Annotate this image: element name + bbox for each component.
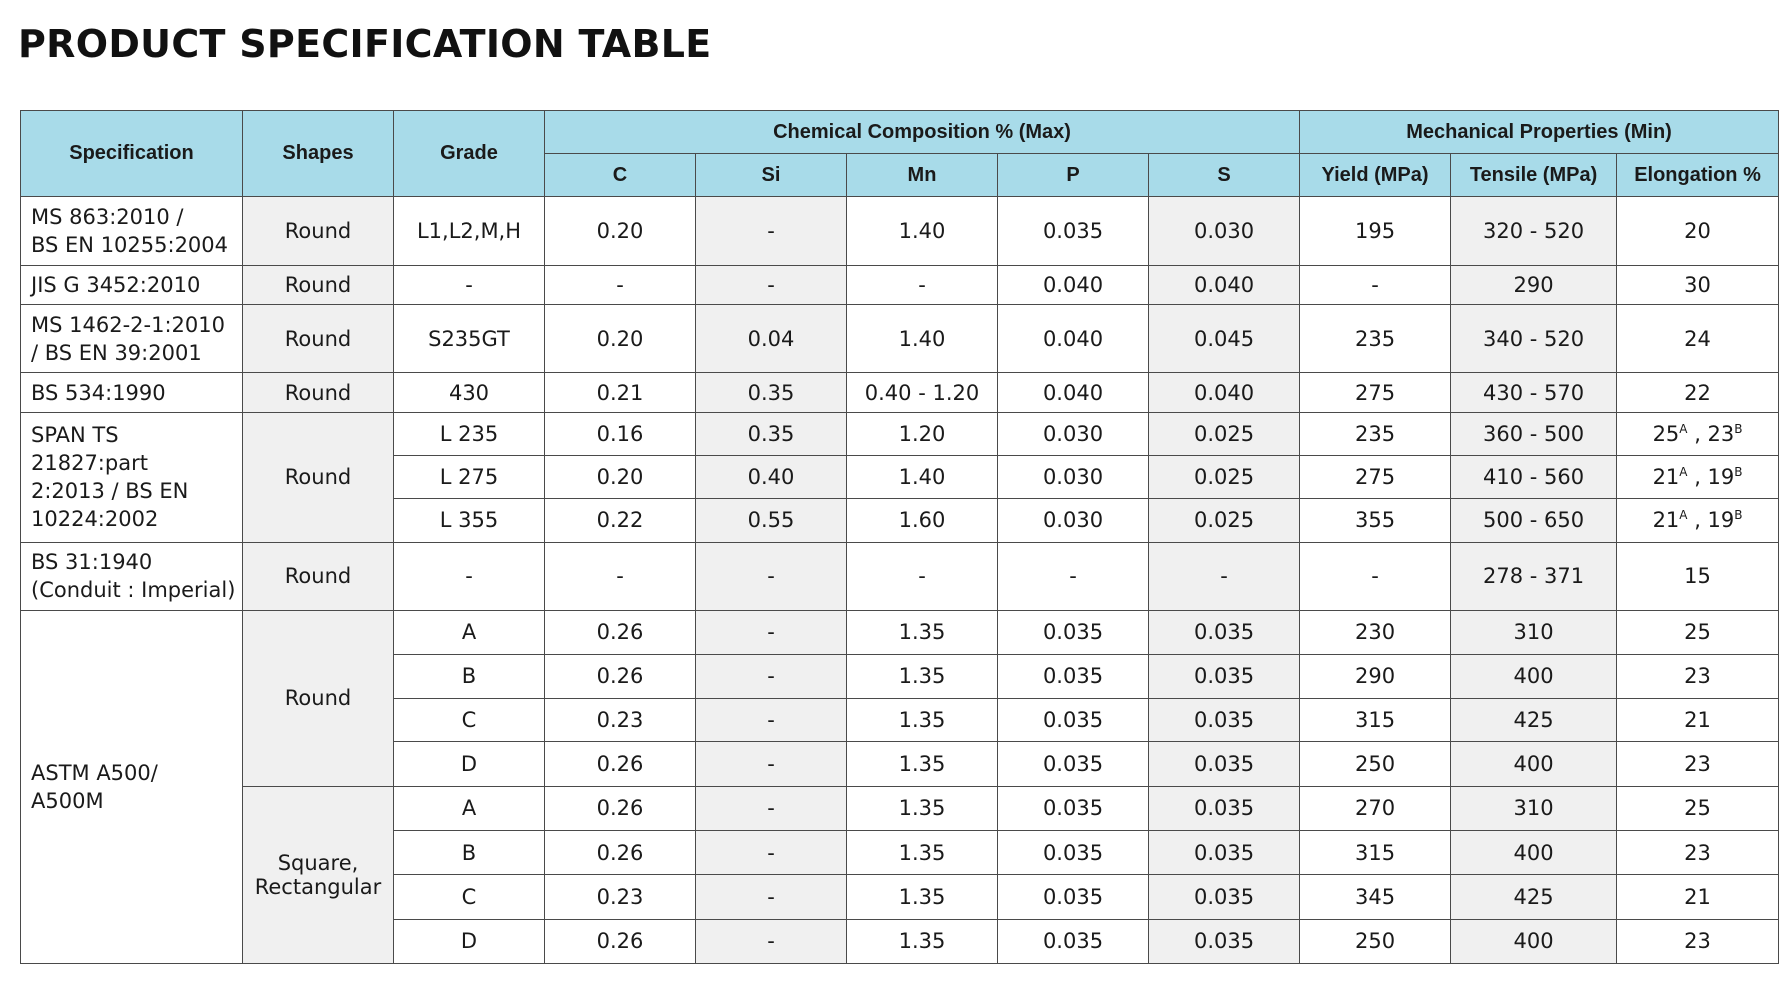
shape-cell <box>243 265 394 304</box>
table-row <box>21 542 1779 611</box>
specification-cell-line: BS 534:1990 <box>31 380 166 405</box>
header-shapes: Shapes <box>243 111 394 197</box>
table-row <box>21 373 1779 412</box>
specification-cell <box>21 611 243 964</box>
mn-cell: 1.35 <box>847 611 998 654</box>
table-row <box>21 265 1779 304</box>
tensile-cell: 310 <box>1451 786 1617 830</box>
si-cell: - <box>696 830 847 874</box>
shape-cell <box>243 304 394 373</box>
s-cell: 0.035 <box>1149 875 1300 919</box>
specification-cell-line: A500M <box>31 789 104 814</box>
table-row <box>21 412 1779 455</box>
specification-cell-line: MS 1462-2-1:2010 <box>31 312 225 337</box>
elongation-cell: 23 <box>1617 919 1779 963</box>
c-cell: - <box>545 542 696 611</box>
elongation-cell: 15 <box>1617 542 1779 611</box>
c-cell: 0.20 <box>545 455 696 498</box>
grade-cell: - <box>394 542 545 611</box>
tensile-cell: 500 - 650 <box>1451 499 1617 542</box>
shape-cell-line: Round <box>284 326 352 351</box>
elongation-cell: 30 <box>1617 265 1779 304</box>
si-cell: - <box>696 786 847 830</box>
specification-cell <box>21 197 243 266</box>
header-s: S <box>1149 154 1300 197</box>
tensile-cell: 410 - 560 <box>1451 455 1617 498</box>
elongation-footnote-b: B <box>1734 508 1743 523</box>
shape-cell <box>243 611 394 786</box>
grade-cell: C <box>394 875 545 919</box>
si-cell: - <box>696 265 847 304</box>
elongation-footnote-b: B <box>1734 421 1743 436</box>
yield-cell: 345 <box>1300 875 1451 919</box>
shape-cell-line: Round <box>284 380 352 405</box>
mn-cell: 1.60 <box>847 499 998 542</box>
grade-cell: A <box>394 786 545 830</box>
yield-cell: - <box>1300 542 1451 611</box>
c-cell: 0.20 <box>545 197 696 266</box>
specification-cell-line: SPAN TS <box>31 423 119 448</box>
grade-cell: S235GT <box>394 304 545 373</box>
grade-cell: L1,L2,M,H <box>394 197 545 266</box>
specification-cell-line: BS 31:1940 <box>31 550 153 575</box>
tensile-cell: 340 - 520 <box>1451 304 1617 373</box>
product-specification-table <box>20 110 1779 964</box>
yield-cell: 290 <box>1300 654 1451 698</box>
elongation-footnote-a: A <box>1679 421 1688 436</box>
s-cell: 0.025 <box>1149 412 1300 455</box>
tensile-cell: 400 <box>1451 742 1617 786</box>
specification-cell-line: MS 863:2010 / <box>31 204 184 229</box>
elongation-value: 21 <box>1652 465 1680 490</box>
c-cell: 0.26 <box>545 654 696 698</box>
header-grade: Grade <box>394 111 545 197</box>
elongation-footnote-a: A <box>1679 465 1688 480</box>
yield-cell: 250 <box>1300 919 1451 963</box>
shape-cell-line: Round <box>284 272 352 297</box>
header-specification: Specification <box>21 111 243 197</box>
elongation-cell: 21 <box>1617 875 1779 919</box>
specification-cell-line: (Conduit : Imperial) <box>31 578 236 603</box>
specification-cell <box>21 304 243 373</box>
c-cell: 0.23 <box>545 875 696 919</box>
si-cell: - <box>696 919 847 963</box>
yield-cell: 230 <box>1300 611 1451 654</box>
p-cell: 0.035 <box>998 875 1149 919</box>
header-mechanical-properties: Mechanical Properties (Min) <box>1300 111 1779 154</box>
c-cell: 0.16 <box>545 412 696 455</box>
c-cell: 0.26 <box>545 919 696 963</box>
mn-cell: 1.35 <box>847 786 998 830</box>
elongation-cell: 23 <box>1617 742 1779 786</box>
elongation-cell <box>1617 412 1779 455</box>
elongation-cell: 21 <box>1617 698 1779 741</box>
shape-cell-line: Rectangular <box>254 874 382 899</box>
header-p: P <box>998 154 1149 197</box>
yield-cell: 275 <box>1300 455 1451 498</box>
yield-cell: 250 <box>1300 742 1451 786</box>
specification-cell-line: ASTM A500/ <box>31 761 158 786</box>
specification-cell <box>21 542 243 611</box>
mn-cell: 1.40 <box>847 197 998 266</box>
shape-cell <box>243 373 394 412</box>
s-cell: 0.035 <box>1149 830 1300 874</box>
table-row <box>21 197 1779 266</box>
shape-cell <box>243 197 394 266</box>
s-cell: 0.025 <box>1149 499 1300 542</box>
yield-cell: 355 <box>1300 499 1451 542</box>
header-yield: Yield (MPa) <box>1300 154 1451 197</box>
s-cell: 0.035 <box>1149 654 1300 698</box>
grade-cell: - <box>394 265 545 304</box>
shape-cell <box>243 412 394 542</box>
specification-cell-line: JIS G 3452:2010 <box>31 272 201 297</box>
p-cell: 0.035 <box>998 919 1149 963</box>
mn-cell: 1.20 <box>847 412 998 455</box>
tensile-cell: 290 <box>1451 265 1617 304</box>
p-cell: 0.035 <box>998 698 1149 741</box>
grade-cell: B <box>394 654 545 698</box>
mn-cell: 1.35 <box>847 654 998 698</box>
tensile-cell: 320 - 520 <box>1451 197 1617 266</box>
si-cell: - <box>696 698 847 741</box>
elongation-cell <box>1617 499 1779 542</box>
shape-cell-line: Square, <box>277 850 359 875</box>
c-cell: 0.22 <box>545 499 696 542</box>
si-cell: - <box>696 197 847 266</box>
si-cell: - <box>696 875 847 919</box>
tensile-cell: 400 <box>1451 919 1617 963</box>
s-cell: 0.035 <box>1149 698 1300 741</box>
elongation-cell: 22 <box>1617 373 1779 412</box>
si-cell: 0.55 <box>696 499 847 542</box>
s-cell: 0.040 <box>1149 265 1300 304</box>
p-cell: - <box>998 542 1149 611</box>
mn-cell: 1.35 <box>847 919 998 963</box>
grade-cell: C <box>394 698 545 741</box>
elongation-cell: 23 <box>1617 830 1779 874</box>
c-cell: 0.21 <box>545 373 696 412</box>
p-cell: 0.030 <box>998 412 1149 455</box>
p-cell: 0.035 <box>998 786 1149 830</box>
tensile-cell: 425 <box>1451 698 1617 741</box>
table-row <box>21 304 1779 373</box>
c-cell: - <box>545 265 696 304</box>
grade-cell: 430 <box>394 373 545 412</box>
mn-cell: 1.35 <box>847 742 998 786</box>
mn-cell: 1.40 <box>847 455 998 498</box>
yield-cell: 315 <box>1300 830 1451 874</box>
si-cell: - <box>696 742 847 786</box>
header-si: Si <box>696 154 847 197</box>
elongation-value-alt: , 19 <box>1687 508 1735 533</box>
grade-cell: L 275 <box>394 455 545 498</box>
shape-cell <box>243 542 394 611</box>
s-cell: 0.035 <box>1149 611 1300 654</box>
s-cell: 0.035 <box>1149 742 1300 786</box>
elongation-cell: 23 <box>1617 654 1779 698</box>
shape-cell-line: Round <box>284 564 352 589</box>
elongation-value: 25 <box>1652 421 1680 446</box>
tensile-cell: 400 <box>1451 830 1617 874</box>
c-cell: 0.26 <box>545 830 696 874</box>
shape-cell-line: Round <box>284 218 352 243</box>
s-cell: 0.045 <box>1149 304 1300 373</box>
si-cell: 0.35 <box>696 412 847 455</box>
tensile-cell: 360 - 500 <box>1451 412 1617 455</box>
mn-cell: 1.35 <box>847 875 998 919</box>
table-row <box>21 611 1779 654</box>
mn-cell: 1.40 <box>847 304 998 373</box>
yield-cell: 275 <box>1300 373 1451 412</box>
elongation-value: 21 <box>1652 508 1680 533</box>
elongation-footnote-b: B <box>1734 465 1743 480</box>
s-cell: 0.035 <box>1149 786 1300 830</box>
specification-cell-line: 10224:2002 <box>31 507 159 532</box>
yield-cell: - <box>1300 265 1451 304</box>
table-header <box>21 111 1779 197</box>
p-cell: 0.030 <box>998 455 1149 498</box>
p-cell: 0.035 <box>998 830 1149 874</box>
specification-cell <box>21 265 243 304</box>
grade-cell: D <box>394 742 545 786</box>
yield-cell: 270 <box>1300 786 1451 830</box>
yield-cell: 235 <box>1300 304 1451 373</box>
s-cell: 0.040 <box>1149 373 1300 412</box>
p-cell: 0.030 <box>998 499 1149 542</box>
elongation-cell <box>1617 455 1779 498</box>
tensile-cell: 400 <box>1451 654 1617 698</box>
mn-cell: 1.35 <box>847 830 998 874</box>
tensile-cell: 425 <box>1451 875 1617 919</box>
si-cell: 0.35 <box>696 373 847 412</box>
header-elongation: Elongation % <box>1617 154 1779 197</box>
s-cell: - <box>1149 542 1300 611</box>
p-cell: 0.035 <box>998 197 1149 266</box>
specification-cell <box>21 412 243 542</box>
elongation-footnote-a: A <box>1679 508 1688 523</box>
grade-cell: D <box>394 919 545 963</box>
specification-cell <box>21 373 243 412</box>
si-cell: - <box>696 654 847 698</box>
elongation-value-alt: , 19 <box>1687 465 1735 490</box>
table-body <box>21 197 1779 964</box>
c-cell: 0.26 <box>545 786 696 830</box>
c-cell: 0.23 <box>545 698 696 741</box>
shape-cell <box>243 786 394 963</box>
header-chemical-composition: Chemical Composition % (Max) <box>545 111 1300 154</box>
c-cell: 0.26 <box>545 611 696 654</box>
grade-cell: L 235 <box>394 412 545 455</box>
header-c: C <box>545 154 696 197</box>
grade-cell: A <box>394 611 545 654</box>
elongation-cell: 24 <box>1617 304 1779 373</box>
mn-cell: - <box>847 265 998 304</box>
p-cell: 0.040 <box>998 373 1149 412</box>
p-cell: 0.035 <box>998 742 1149 786</box>
p-cell: 0.035 <box>998 611 1149 654</box>
header-tensile: Tensile (MPa) <box>1451 154 1617 197</box>
si-cell: - <box>696 611 847 654</box>
p-cell: 0.040 <box>998 304 1149 373</box>
elongation-value-alt: , 23 <box>1687 421 1735 446</box>
mn-cell: 0.40 - 1.20 <box>847 373 998 412</box>
shape-cell-line: Round <box>284 465 352 490</box>
elongation-cell: 25 <box>1617 611 1779 654</box>
yield-cell: 195 <box>1300 197 1451 266</box>
grade-cell: L 355 <box>394 499 545 542</box>
mn-cell: - <box>847 542 998 611</box>
mn-cell: 1.35 <box>847 698 998 741</box>
specification-cell-line: 21827:part <box>31 451 148 476</box>
table-row <box>21 786 1779 830</box>
specification-cell-line: 2:2013 / BS EN <box>31 479 189 504</box>
tensile-cell: 430 - 570 <box>1451 373 1617 412</box>
specification-cell-line: / BS EN 39:2001 <box>31 340 202 365</box>
page-title: PRODUCT SPECIFICATION TABLE <box>18 22 712 66</box>
c-cell: 0.20 <box>545 304 696 373</box>
yield-cell: 315 <box>1300 698 1451 741</box>
tensile-cell: 278 - 371 <box>1451 542 1617 611</box>
specification-cell-line: BS EN 10255:2004 <box>31 232 229 257</box>
s-cell: 0.025 <box>1149 455 1300 498</box>
elongation-cell: 20 <box>1617 197 1779 266</box>
si-cell: 0.04 <box>696 304 847 373</box>
shape-cell-line: Round <box>284 686 352 711</box>
si-cell: - <box>696 542 847 611</box>
s-cell: 0.035 <box>1149 919 1300 963</box>
p-cell: 0.035 <box>998 654 1149 698</box>
p-cell: 0.040 <box>998 265 1149 304</box>
tensile-cell: 310 <box>1451 611 1617 654</box>
header-mn: Mn <box>847 154 998 197</box>
c-cell: 0.26 <box>545 742 696 786</box>
si-cell: 0.40 <box>696 455 847 498</box>
s-cell: 0.030 <box>1149 197 1300 266</box>
elongation-cell: 25 <box>1617 786 1779 830</box>
grade-cell: B <box>394 830 545 874</box>
yield-cell: 235 <box>1300 412 1451 455</box>
